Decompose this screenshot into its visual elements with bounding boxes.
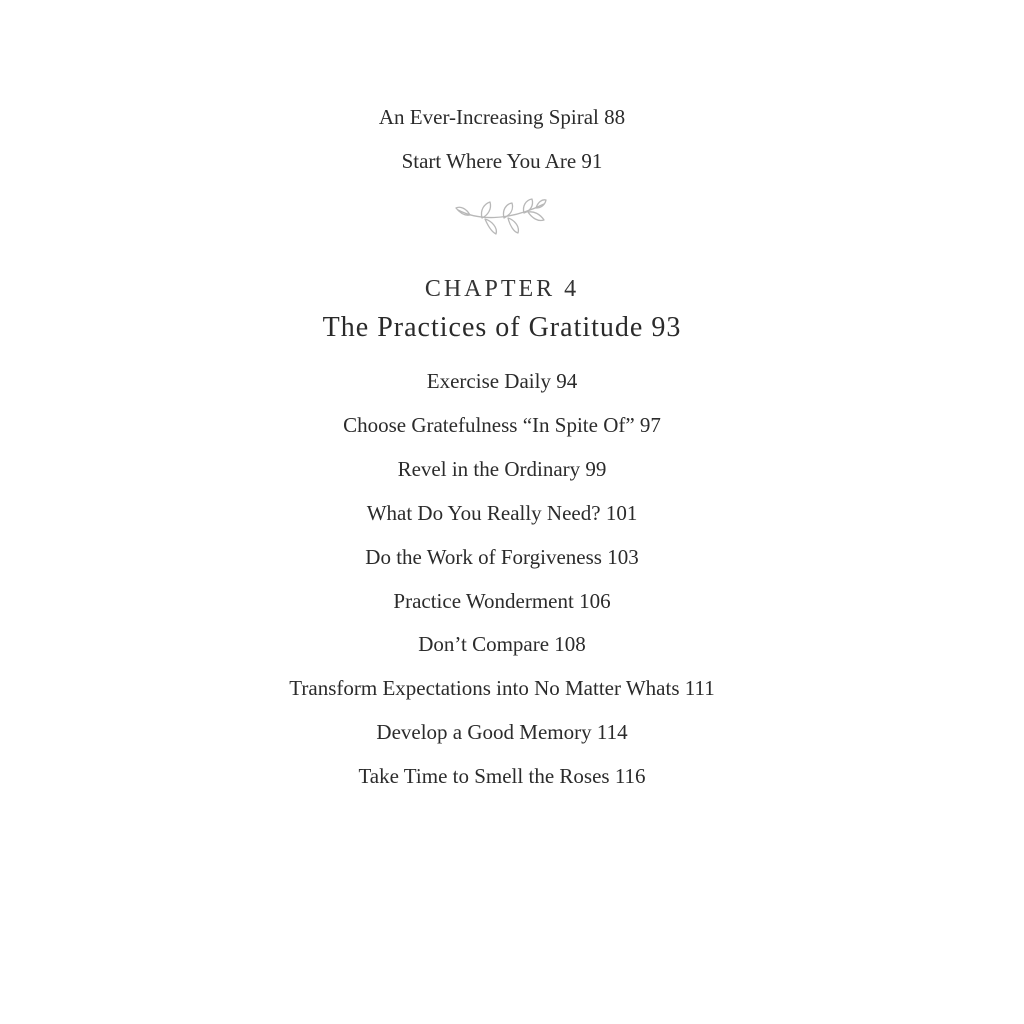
- toc-entry-title: An Ever-Increasing Spiral: [378, 105, 599, 129]
- chapter-title-page: 93: [651, 312, 682, 343]
- toc-entry-page: 91: [581, 149, 603, 173]
- toc-entry-title: Choose Gratefulness “In Spite Of”: [343, 413, 635, 437]
- toc-entry-page: 114: [596, 720, 628, 744]
- toc-entry: [0, 412, 1004, 438]
- toc-entry: [0, 368, 1004, 394]
- toc-entry-title: Start Where You Are: [401, 149, 577, 173]
- toc-entry-title: Develop a Good Memory: [376, 720, 592, 744]
- toc-entry-page: 97: [639, 413, 661, 437]
- toc-entry: [0, 631, 1004, 657]
- toc-entry-title: Transform Expectations into No Matter Whats: [289, 676, 680, 700]
- toc-entry-page: 116: [614, 764, 646, 788]
- toc-entry: [0, 456, 1004, 482]
- toc-entry-page: 111: [684, 676, 715, 700]
- toc-entry: [0, 544, 1004, 570]
- toc-entry: [0, 104, 1004, 130]
- toc-entry-page: 94: [556, 369, 578, 393]
- leafy-branch-icon: [452, 196, 552, 242]
- toc-entry: [0, 763, 1004, 789]
- toc-entry-title: What Do You Really Need?: [366, 501, 601, 525]
- chapter-title: [0, 310, 1004, 346]
- toc-entry: [0, 500, 1004, 526]
- toc-entry-page: 88: [604, 105, 626, 129]
- toc-entry: [0, 719, 1004, 745]
- toc-entry-page: 106: [579, 589, 611, 613]
- chapter-title-text: The Practices of Gratitude: [322, 312, 644, 343]
- toc-entry-title: Don’t Compare: [418, 632, 550, 656]
- toc-entry-page: 103: [607, 545, 639, 569]
- toc-entry-title: Practice Wonderment: [393, 589, 574, 613]
- toc-entry-page: 99: [585, 457, 607, 481]
- toc-entry: [0, 148, 1004, 174]
- chapter-label: CHAPTER 4: [424, 276, 580, 302]
- toc-entry-title: Exercise Daily: [426, 369, 551, 393]
- toc-entry-page: 108: [554, 632, 586, 656]
- toc-entry-title: Do the Work of Forgiveness: [365, 545, 602, 569]
- toc-entry-title: Revel in the Ordinary: [397, 457, 581, 481]
- toc-entry: [0, 588, 1004, 614]
- toc-entry: [0, 675, 1004, 701]
- toc-entry-title: Take Time to Smell the Roses: [358, 764, 610, 788]
- toc-entry-page: 101: [605, 501, 638, 525]
